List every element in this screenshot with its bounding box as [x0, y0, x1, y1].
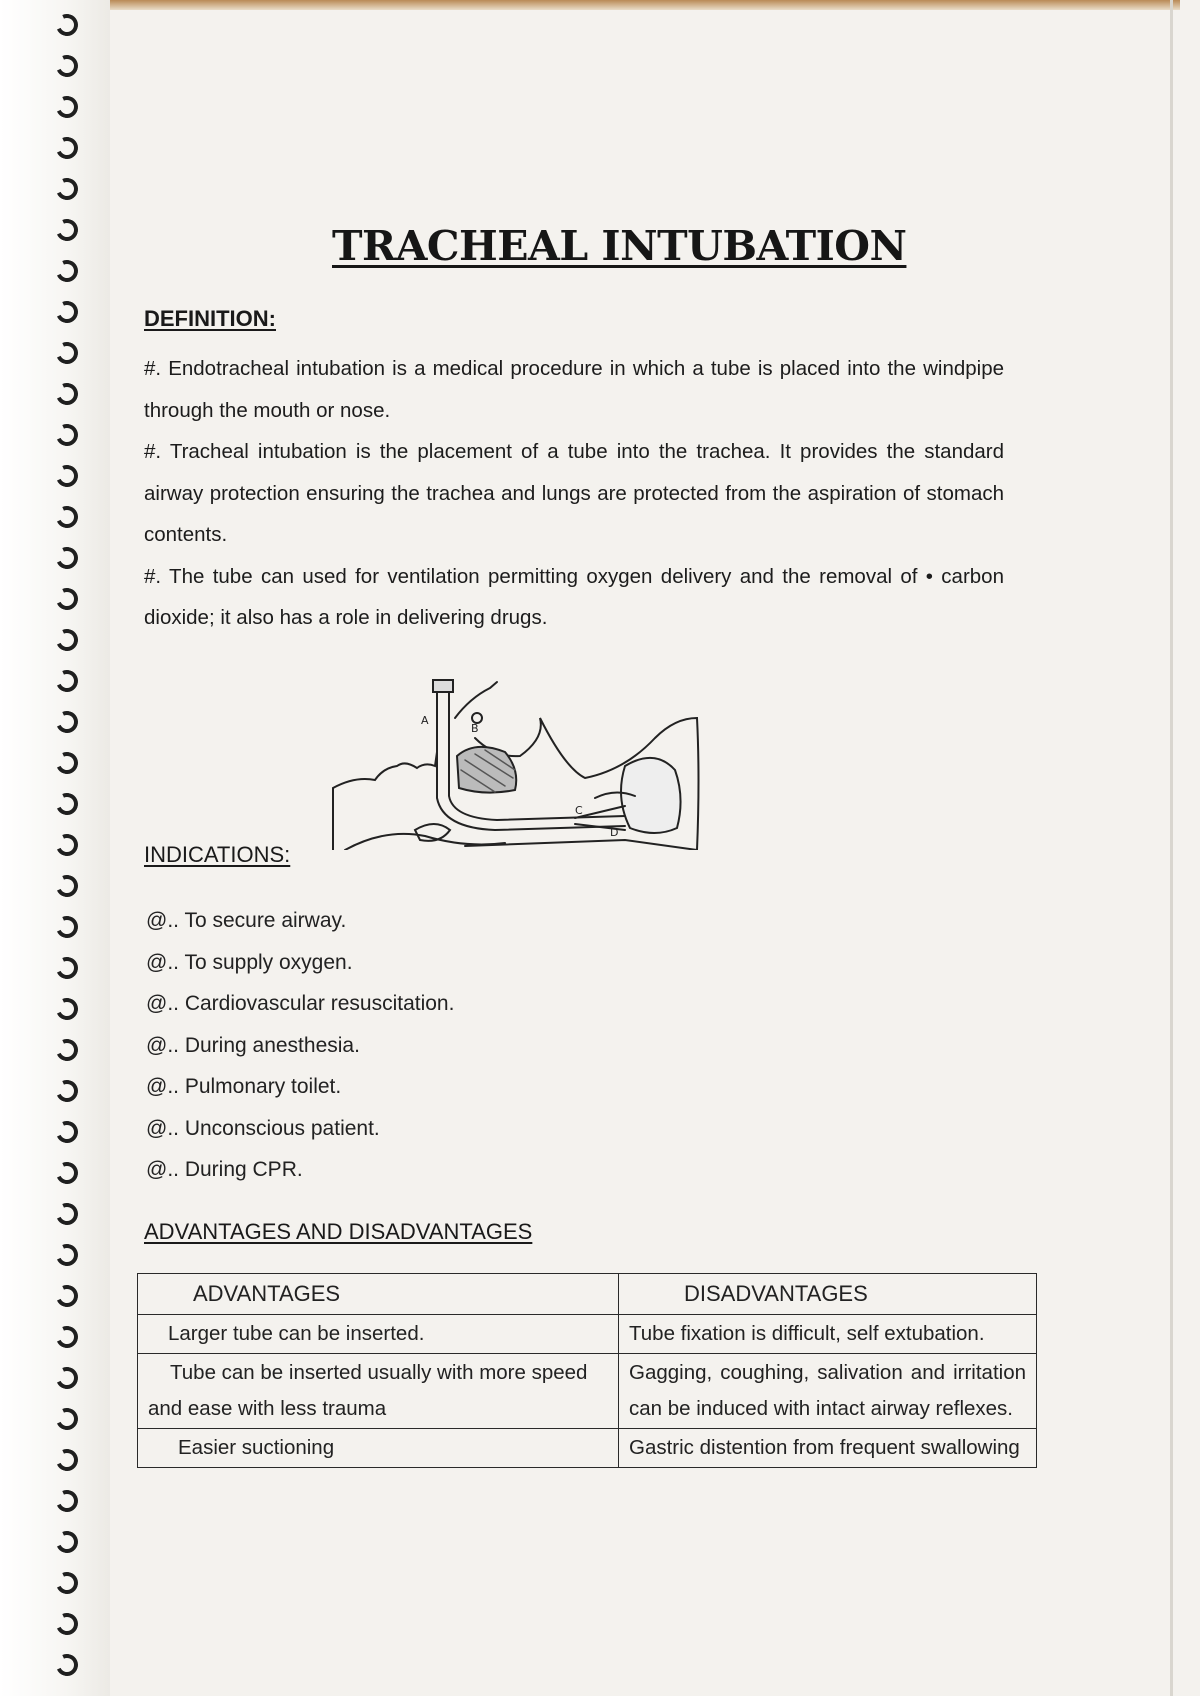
- binding-ring: [53, 175, 81, 203]
- binding-ring: [53, 954, 81, 982]
- binding-ring: [53, 421, 81, 449]
- binding-ring: [53, 1405, 81, 1433]
- diagram-label-a: A: [421, 714, 429, 727]
- definition-paragraph: #. The tube can used for ventilation permitting oxygen delivery and the removal of • carbon dioxide; it also has a role in delivering drugs.: [144, 564, 1004, 629]
- binding-ring: [53, 831, 81, 859]
- binding-ring: [53, 626, 81, 654]
- binding-ring: [53, 1364, 81, 1392]
- binding-ring: [53, 52, 81, 80]
- binding-ring: [53, 1569, 81, 1597]
- diagram-label-d: D: [610, 826, 619, 839]
- binding-ring: [53, 544, 81, 572]
- binding-ring: [53, 1446, 81, 1474]
- table-row: [138, 1315, 1037, 1354]
- binding-ring: [53, 749, 81, 777]
- binding-ring: [53, 462, 81, 490]
- intubation-diagram: [325, 678, 745, 850]
- indications-heading: INDICATIONS:: [144, 842, 291, 867]
- binding-ring: [53, 1241, 81, 1269]
- page-title: TRACHEAL INTUBATION: [332, 222, 907, 270]
- binding-ring: [53, 790, 81, 818]
- binding-ring: [53, 339, 81, 367]
- table-header-row: [138, 1274, 1037, 1315]
- binding-ring: [53, 1323, 81, 1351]
- spine: [465, 840, 697, 850]
- diagram-label-c: C: [575, 804, 583, 817]
- diagram-label-b: B: [471, 722, 479, 735]
- binding-ring: [53, 1528, 81, 1556]
- column-header-advantages: ADVANTAGES: [138, 1274, 619, 1315]
- binding-ring: [53, 298, 81, 326]
- table-cell: Gastric distention from frequent swallowing: [619, 1429, 1037, 1468]
- binding-ring: [53, 1036, 81, 1064]
- definition-paragraph: #. Endotracheal intubation is a medical procedure in which a tube is placed into the windpipe through the mouth or nose.: [144, 357, 1004, 422]
- table-cell: Larger tube can be inserted.: [138, 1315, 619, 1354]
- notebook-page: [100, 0, 1180, 1696]
- binding-ring: [53, 11, 81, 39]
- tube-connector: [433, 680, 453, 692]
- list-item: @.. Unconscious patient.: [146, 1116, 380, 1140]
- binding-ring: [53, 1200, 81, 1228]
- binding-ring: [53, 257, 81, 285]
- table-row: [138, 1354, 1037, 1429]
- advantages-disadvantages-table: [137, 1273, 1037, 1468]
- list-item: @.. To supply oxygen.: [146, 950, 353, 974]
- binding-ring: [53, 216, 81, 244]
- definition-paragraph: #. Tracheal intubation is the placement of a tube into the trachea. It provides the standard airway protection ensuring the trachea and lungs are protected from the aspiration of stomach contents.: [144, 440, 1004, 546]
- binding-ring: [53, 380, 81, 408]
- binding-ring: [53, 872, 81, 900]
- table-cell: Easier suctioning: [138, 1429, 619, 1468]
- table-cell: Gagging, coughing, salivation and irritation can be induced with intact airway reflexes.: [619, 1354, 1037, 1429]
- binding-ring: [53, 93, 81, 121]
- binding-ring: [53, 134, 81, 162]
- list-item: @.. During CPR.: [146, 1158, 303, 1181]
- definition-section: [144, 348, 1004, 639]
- spiral-binding: [0, 0, 110, 1696]
- table-row: [138, 1429, 1037, 1468]
- binding-ring: [53, 1159, 81, 1187]
- indications-list: [146, 900, 454, 1191]
- binding-ring: [53, 503, 81, 531]
- binding-ring: [53, 1118, 81, 1146]
- binding-ring: [53, 1282, 81, 1310]
- binding-ring: [53, 913, 81, 941]
- advantages-disadvantages-heading: ADVANTAGES AND DISADVANTAGES: [144, 1219, 533, 1244]
- list-item: @.. To secure airway.: [146, 909, 347, 932]
- binding-ring: [53, 1651, 81, 1679]
- table-cell: Tube can be inserted usually with more speed and ease with less trauma: [138, 1354, 619, 1429]
- list-item: @.. Pulmonary toilet.: [146, 1075, 342, 1098]
- lungs: [621, 758, 681, 833]
- binding-ring: [53, 1610, 81, 1638]
- binding-ring: [53, 585, 81, 613]
- binding-ring: [53, 667, 81, 695]
- binding-ring: [53, 995, 81, 1023]
- binding-ring: [53, 708, 81, 736]
- binding-ring: [53, 1487, 81, 1515]
- definition-heading: DEFINITION:: [144, 306, 276, 331]
- neck-line: [345, 834, 505, 850]
- table-cell: Tube fixation is difficult, self extubation.: [619, 1315, 1037, 1354]
- column-header-disadvantages: DISADVANTAGES: [619, 1274, 1037, 1315]
- binding-ring: [53, 1077, 81, 1105]
- list-item: @.. During anesthesia.: [146, 1033, 360, 1057]
- list-item: @.. Cardiovascular resuscitation.: [146, 992, 455, 1015]
